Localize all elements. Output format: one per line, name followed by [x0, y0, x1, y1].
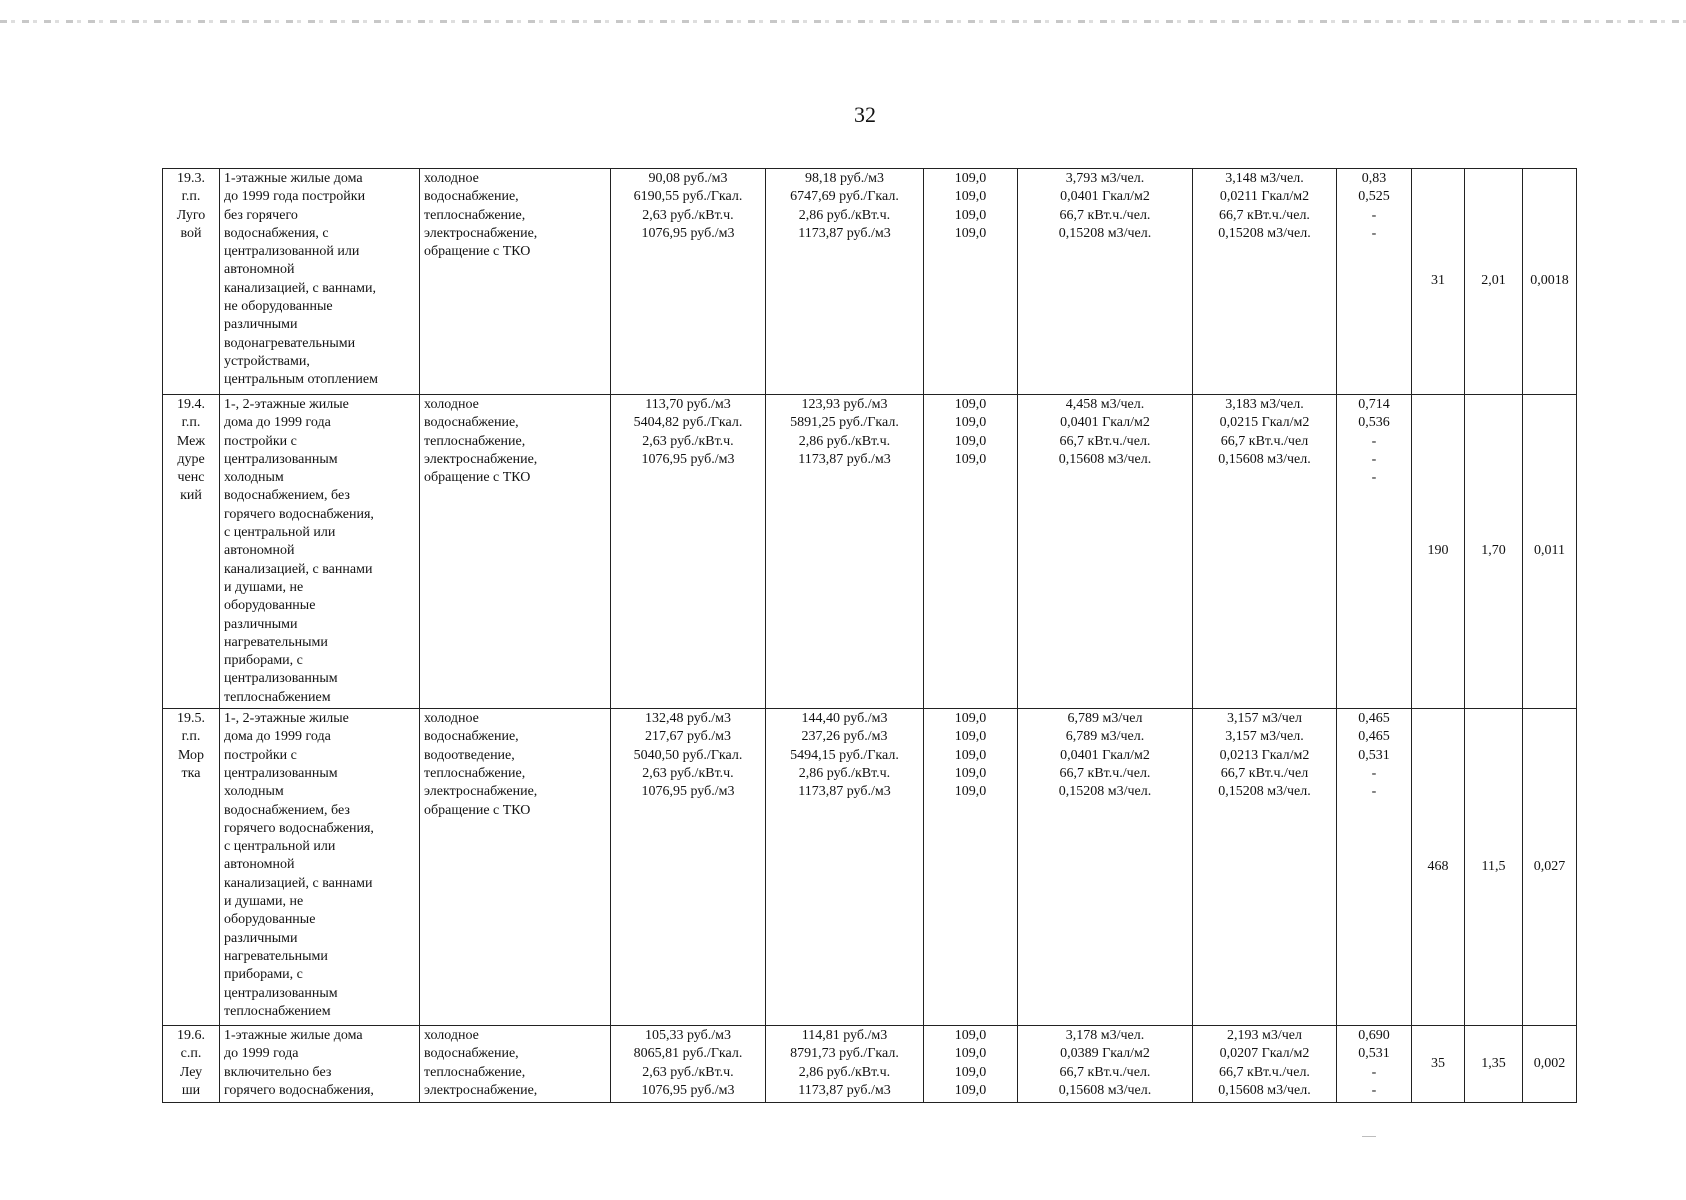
description-line: 1-этажные жилые дома — [224, 1028, 363, 1044]
table-row — [163, 395, 1577, 709]
description-line: централизованной или — [224, 244, 360, 260]
norm-a-cell — [1018, 395, 1193, 709]
services-line: теплоснабжение, — [424, 765, 526, 781]
page-number: 32 — [854, 102, 876, 127]
residents-value: 468 — [1427, 858, 1449, 874]
description-line: нагревательными — [224, 634, 328, 650]
row-number-line: тка — [181, 765, 201, 781]
tariff-b-line: 2,86 руб./кВт.ч. — [798, 433, 891, 449]
row-number-line: Луго — [176, 207, 206, 223]
services-line: обращение с ТКО — [424, 802, 531, 818]
coefficient-line: - — [1371, 1082, 1377, 1098]
description-line: канализацией, с ваннами — [224, 561, 373, 577]
index-line: 109,0 — [954, 225, 987, 241]
norm-a-line: 4,458 м3/чел. — [1065, 397, 1145, 412]
row-number-line: г.п. — [181, 415, 201, 431]
index-cell — [924, 1026, 1018, 1103]
tariff-b-line: 2,86 руб./кВт.ч. — [798, 765, 891, 781]
description-line: холодным — [224, 784, 284, 800]
index-line: 109,0 — [954, 747, 987, 763]
table-body — [163, 169, 1577, 1103]
norm-b-line: 66,7 кВт.ч./чел. — [1219, 207, 1310, 223]
services-line: водоснабжение, — [424, 1046, 519, 1062]
coefficient-line: 0,690 — [1358, 1028, 1390, 1044]
row-number-line: кий — [180, 488, 202, 504]
norm-b-line: 66,7 кВт.ч./чел. — [1219, 1064, 1310, 1080]
services-cell — [420, 1026, 611, 1103]
residents-cell — [1412, 395, 1465, 709]
tariff-a-cell — [611, 169, 766, 395]
index-line: 109,0 — [954, 207, 987, 223]
description-line: централизованным — [224, 451, 338, 467]
tariff-a-line: 105,33 руб./м3 — [644, 1028, 731, 1044]
description-line: теплоснабжением — [224, 1003, 331, 1019]
coefficient-cell — [1337, 1026, 1412, 1103]
row-number-line: с.п. — [180, 1046, 202, 1062]
coefficient-line: 0,536 — [1358, 415, 1390, 431]
tariff-a-cell — [611, 395, 766, 709]
description-line: без горячего — [224, 207, 298, 223]
description-line: автономной — [224, 262, 295, 278]
description-line: централизованным — [224, 765, 338, 781]
coefficient-cell — [1337, 709, 1412, 1026]
index-line: 109,0 — [954, 765, 987, 781]
services-line: теплоснабжение, — [424, 1064, 526, 1080]
description-line: приборами, с — [224, 653, 303, 669]
description-line: канализацией, с ваннами, — [224, 280, 376, 296]
norm-a-line: 0,0401 Гкал/м2 — [1060, 189, 1150, 205]
description-line: оборудованные — [224, 912, 316, 928]
norm-a-line: 6,789 м3/чел. — [1065, 729, 1145, 745]
tariff-a-cell — [611, 709, 766, 1026]
scan-top-edge — [0, 20, 1686, 23]
index-line: 109,0 — [954, 1064, 987, 1080]
norm-b-line: 3,183 м3/чел. — [1225, 397, 1304, 412]
coefficient-line: - — [1371, 225, 1377, 241]
description-line: различными — [224, 930, 298, 946]
coefficient-line: - — [1371, 470, 1377, 486]
description-line: до 1999 года постройки — [224, 189, 366, 205]
norm-a-line: 3,793 м3/чел. — [1065, 171, 1145, 186]
row-number-line: Меж — [176, 433, 206, 449]
index-line: 109,0 — [954, 171, 987, 186]
norm-a-line: 6,789 м3/чел — [1067, 711, 1143, 727]
norm-b-line: 3,157 м3/чел. — [1225, 729, 1304, 745]
coefficient-cell — [1337, 395, 1412, 709]
description-line: постройки с — [224, 747, 297, 763]
norm-a-line: 0,0401 Гкал/м2 — [1060, 747, 1150, 763]
value-k-cell — [1465, 709, 1523, 1026]
description-line: устройствами, — [224, 353, 310, 369]
description-line: и душами, не — [224, 579, 304, 595]
norm-b-line: 0,15208 м3/чел. — [1218, 784, 1311, 800]
description-line: с центральной или — [224, 839, 336, 855]
description-line: централизованным — [224, 671, 338, 687]
description-line: оборудованные — [224, 598, 316, 614]
tariff-b-line: 144,40 руб./м3 — [801, 711, 888, 727]
tariff-b-line: 2,86 руб./кВт.ч. — [798, 1064, 891, 1080]
tariff-a-line: 1076,95 руб./м3 — [641, 451, 735, 467]
row-number-line: вой — [180, 225, 202, 241]
tariff-b-line: 123,93 руб./м3 — [801, 397, 888, 412]
tariff-a-line: 2,63 руб./кВт.ч. — [642, 207, 734, 223]
value-k-value: 2,01 — [1481, 273, 1506, 289]
description-line: с центральной или — [224, 525, 336, 541]
tariff-b-line: 237,26 руб./м3 — [801, 729, 888, 745]
index-cell — [924, 169, 1018, 395]
tariff-a-line: 113,70 руб./м3 — [645, 397, 731, 412]
residents-cell — [1412, 169, 1465, 395]
row-number-line: 19.5. — [177, 711, 205, 727]
norm-b-line: 66,7 кВт.ч./чел — [1220, 765, 1309, 781]
value-l-cell — [1523, 169, 1577, 395]
services-line: электроснабжение, — [424, 451, 538, 467]
norm-a-line: 66,7 кВт.ч./чел. — [1059, 433, 1151, 449]
description-line: горячего водоснабжения, — [224, 506, 374, 522]
row-number-line: г.п. — [181, 189, 201, 205]
norm-b-cell — [1193, 169, 1337, 395]
coefficient-line: - — [1371, 433, 1377, 449]
tariff-b-line: 114,81 руб./м3 — [801, 1028, 888, 1044]
index-cell — [924, 395, 1018, 709]
tariff-a-line: 6190,55 руб./Гкал. — [633, 189, 743, 205]
description-line: холодным — [224, 470, 284, 486]
description-cell — [220, 395, 420, 709]
value-k-cell — [1465, 1026, 1523, 1103]
description-line: постройки с — [224, 433, 297, 449]
row-number-cell — [163, 395, 220, 709]
description-line: 1-, 2-этажные жилые — [224, 397, 349, 412]
norm-a-line: 66,7 кВт.ч./чел. — [1059, 1064, 1151, 1080]
services-cell — [420, 169, 611, 395]
services-line: теплоснабжение, — [424, 207, 526, 223]
coefficient-line: - — [1371, 765, 1377, 781]
description-line: автономной — [224, 543, 295, 559]
services-line: теплоснабжение, — [424, 433, 526, 449]
row-number-line: ченс — [177, 470, 205, 486]
scan-mark — [1362, 1136, 1376, 1137]
tariff-a-line: 5040,50 руб./Гкал. — [633, 747, 743, 763]
tariff-a-cell — [611, 1026, 766, 1103]
residents-value: 35 — [1431, 1055, 1445, 1071]
tariff-a-line: 1076,95 руб./м3 — [641, 225, 735, 241]
description-line: водоснабжением, без — [224, 488, 350, 504]
tariff-b-line: 5891,25 руб./Гкал. — [790, 415, 899, 431]
description-line: водоснабжением, без — [224, 802, 350, 818]
description-line: различными — [224, 317, 298, 333]
row-number-cell — [163, 169, 220, 395]
tariff-a-line: 2,63 руб./кВт.ч. — [642, 765, 734, 781]
norm-a-line: 0,0401 Гкал/м2 — [1060, 415, 1150, 431]
description-line: до 1999 года — [224, 1046, 299, 1062]
services-line: холодное — [424, 171, 479, 186]
norm-a-line: 0,15608 м3/чел. — [1058, 1082, 1152, 1098]
tariff-a-line: 132,48 руб./м3 — [644, 711, 731, 727]
index-line: 109,0 — [954, 415, 987, 431]
services-cell — [420, 709, 611, 1026]
value-k-value: 1,35 — [1481, 1055, 1506, 1071]
index-line: 109,0 — [954, 1082, 987, 1098]
value-l-cell — [1523, 395, 1577, 709]
coefficient-line: 0,525 — [1358, 189, 1390, 205]
norm-b-line: 66,7 кВт.ч./чел — [1220, 433, 1309, 449]
norm-b-line: 3,148 м3/чел. — [1225, 171, 1304, 186]
norm-a-cell — [1018, 169, 1193, 395]
coefficient-line: 0,465 — [1358, 711, 1390, 727]
value-l-cell — [1523, 709, 1577, 1026]
norm-b-line: 0,0207 Гкал/м2 — [1219, 1046, 1310, 1062]
index-line: 109,0 — [954, 1046, 987, 1062]
tariff-b-line: 5494,15 руб./Гкал. — [790, 747, 899, 763]
norm-b-line: 0,15608 м3/чел. — [1218, 1082, 1311, 1098]
services-line: электроснабжение, — [424, 1082, 538, 1098]
tariff-b-line: 1173,87 руб./м3 — [798, 225, 891, 241]
table-row — [163, 169, 1577, 395]
norm-a-line: 0,15608 м3/чел. — [1058, 451, 1152, 467]
description-line: центральным отоплением — [224, 372, 378, 388]
coefficient-line: - — [1371, 451, 1377, 467]
norm-a-cell — [1018, 709, 1193, 1026]
row-number-line: ши — [181, 1082, 201, 1098]
description-line: включительно без — [224, 1064, 332, 1080]
description-line: автономной — [224, 857, 295, 873]
services-line: водоснабжение, — [424, 415, 519, 431]
description-line: 1-этажные жилые дома — [224, 171, 363, 186]
row-number-line: 19.6. — [177, 1028, 205, 1044]
tariff-b-line: 98,18 руб./м3 — [804, 171, 884, 186]
description-line: водонагревательными — [224, 335, 356, 351]
tariff-b-cell — [766, 1026, 924, 1103]
coefficient-line: 0,531 — [1358, 747, 1390, 763]
coefficient-line: - — [1371, 1064, 1377, 1080]
services-line: водоотведение, — [424, 747, 515, 763]
services-line: холодное — [424, 711, 479, 727]
coefficient-line: 0,714 — [1358, 397, 1390, 412]
value-k-value: 11,5 — [1481, 858, 1506, 874]
services-line: обращение с ТКО — [424, 244, 531, 260]
coefficient-line: 0,531 — [1358, 1046, 1390, 1062]
description-cell — [220, 709, 420, 1026]
description-line: водоснабжения, с — [224, 225, 329, 241]
norm-b-cell — [1193, 395, 1337, 709]
tariff-a-line: 5404,82 руб./Гкал. — [633, 415, 743, 431]
row-number-line: Леу — [179, 1064, 203, 1080]
norm-b-cell — [1193, 1026, 1337, 1103]
norm-b-line: 3,157 м3/чел — [1227, 711, 1302, 727]
index-line: 109,0 — [954, 784, 987, 800]
tariff-b-cell — [766, 709, 924, 1026]
norm-b-line: 0,0213 Гкал/м2 — [1219, 747, 1310, 763]
table-row — [163, 709, 1577, 1026]
tariff-a-line: 1076,95 руб./м3 — [641, 1082, 735, 1098]
description-line: нагревательными — [224, 948, 328, 964]
services-line: холодное — [424, 1028, 479, 1044]
index-line: 109,0 — [954, 1028, 987, 1044]
norm-a-line: 3,178 м3/чел. — [1065, 1028, 1145, 1044]
coefficient-line: - — [1371, 207, 1377, 223]
services-line: обращение с ТКО — [424, 470, 531, 486]
description-line: горячего водоснабжения, — [224, 820, 374, 836]
value-l-value: 0,002 — [1533, 1055, 1566, 1071]
index-cell — [924, 709, 1018, 1026]
residents-value: 190 — [1427, 543, 1449, 559]
tariff-a-line: 217,67 руб./м3 — [644, 729, 731, 745]
description-line: дома до 1999 года — [224, 729, 331, 745]
coefficient-line: 0,83 — [1361, 171, 1387, 186]
value-l-value: 0,0018 — [1530, 273, 1569, 289]
services-line: электроснабжение, — [424, 784, 538, 800]
row-number-line: Мор — [177, 747, 205, 763]
tariff-b-line: 1173,87 руб./м3 — [798, 784, 891, 800]
coefficient-cell — [1337, 169, 1412, 395]
tariff-a-line: 1076,95 руб./м3 — [641, 784, 735, 800]
tariff-a-line: 90,08 руб./м3 — [648, 171, 728, 186]
description-line: различными — [224, 616, 298, 632]
description-line: и душами, не — [224, 894, 304, 910]
tariff-b-line: 1173,87 руб./м3 — [798, 1082, 891, 1098]
description-line: горячего водоснабжения, — [224, 1082, 374, 1098]
tariff-a-line: 2,63 руб./кВт.ч. — [642, 433, 734, 449]
services-line: холодное — [424, 397, 479, 412]
norm-b-line: 2,193 м3/чел — [1227, 1028, 1302, 1044]
index-line: 109,0 — [954, 451, 987, 467]
description-line: не оборудованные — [224, 299, 333, 315]
table-row — [163, 1026, 1577, 1103]
residents-value: 31 — [1431, 273, 1445, 289]
row-number-cell — [163, 709, 220, 1026]
norm-b-line: 0,15208 м3/чел. — [1218, 225, 1311, 241]
tariff-table — [162, 168, 1577, 1103]
norm-a-line: 0,15208 м3/чел. — [1058, 225, 1152, 241]
row-number-line: 19.4. — [177, 397, 205, 412]
index-line: 109,0 — [954, 711, 987, 727]
row-number-line: г.п. — [181, 729, 201, 745]
description-line: централизованным — [224, 985, 338, 1001]
tariff-b-line: 8791,73 руб./Гкал. — [790, 1046, 899, 1062]
norm-a-cell — [1018, 1026, 1193, 1103]
index-line: 109,0 — [954, 729, 987, 745]
coefficient-line: 0,465 — [1358, 729, 1390, 745]
norm-b-cell — [1193, 709, 1337, 1026]
description-cell — [220, 1026, 420, 1103]
norm-b-line: 0,15608 м3/чел. — [1218, 451, 1311, 467]
description-line: теплоснабжением — [224, 689, 331, 705]
description-line: дома до 1999 года — [224, 415, 331, 431]
value-l-value: 0,027 — [1533, 858, 1566, 874]
description-line: канализацией, с ваннами — [224, 875, 373, 891]
norm-b-line: 0,0211 Гкал/м2 — [1219, 189, 1310, 205]
value-l-cell — [1523, 1026, 1577, 1103]
tariff-a-line: 8065,81 руб./Гкал. — [633, 1046, 743, 1062]
value-k-cell — [1465, 395, 1523, 709]
index-line: 109,0 — [954, 397, 987, 412]
services-line: электроснабжение, — [424, 225, 538, 241]
index-line: 109,0 — [954, 433, 987, 449]
row-number-cell — [163, 1026, 220, 1103]
tariff-b-line: 2,86 руб./кВт.ч. — [798, 207, 891, 223]
norm-b-line: 0,0215 Гкал/м2 — [1219, 415, 1310, 431]
norm-a-line: 66,7 кВт.ч./чел. — [1059, 765, 1151, 781]
tariff-b-cell — [766, 169, 924, 395]
row-number-line: 19.3. — [177, 171, 205, 186]
residents-cell — [1412, 1026, 1465, 1103]
coefficient-line: - — [1371, 784, 1377, 800]
tariff-b-cell — [766, 395, 924, 709]
tariff-b-line: 6747,69 руб./Гкал. — [790, 189, 899, 205]
norm-a-line: 66,7 кВт.ч./чел. — [1059, 207, 1151, 223]
description-cell — [220, 169, 420, 395]
row-number-line: дуре — [177, 451, 205, 467]
description-line: 1-, 2-этажные жилые — [224, 711, 349, 727]
value-l-value: 0,011 — [1534, 543, 1565, 559]
index-line: 109,0 — [954, 189, 987, 205]
services-line: водоснабжение, — [424, 189, 519, 205]
value-k-cell — [1465, 169, 1523, 395]
services-line: водоснабжение, — [424, 729, 519, 745]
tariff-b-line: 1173,87 руб./м3 — [798, 451, 891, 467]
norm-a-line: 0,0389 Гкал/м2 — [1060, 1046, 1150, 1062]
description-line: приборами, с — [224, 967, 303, 983]
residents-cell — [1412, 709, 1465, 1026]
tariff-a-line: 2,63 руб./кВт.ч. — [642, 1064, 734, 1080]
value-k-value: 1,70 — [1481, 543, 1506, 559]
services-cell — [420, 395, 611, 709]
norm-a-line: 0,15208 м3/чел. — [1058, 784, 1152, 800]
